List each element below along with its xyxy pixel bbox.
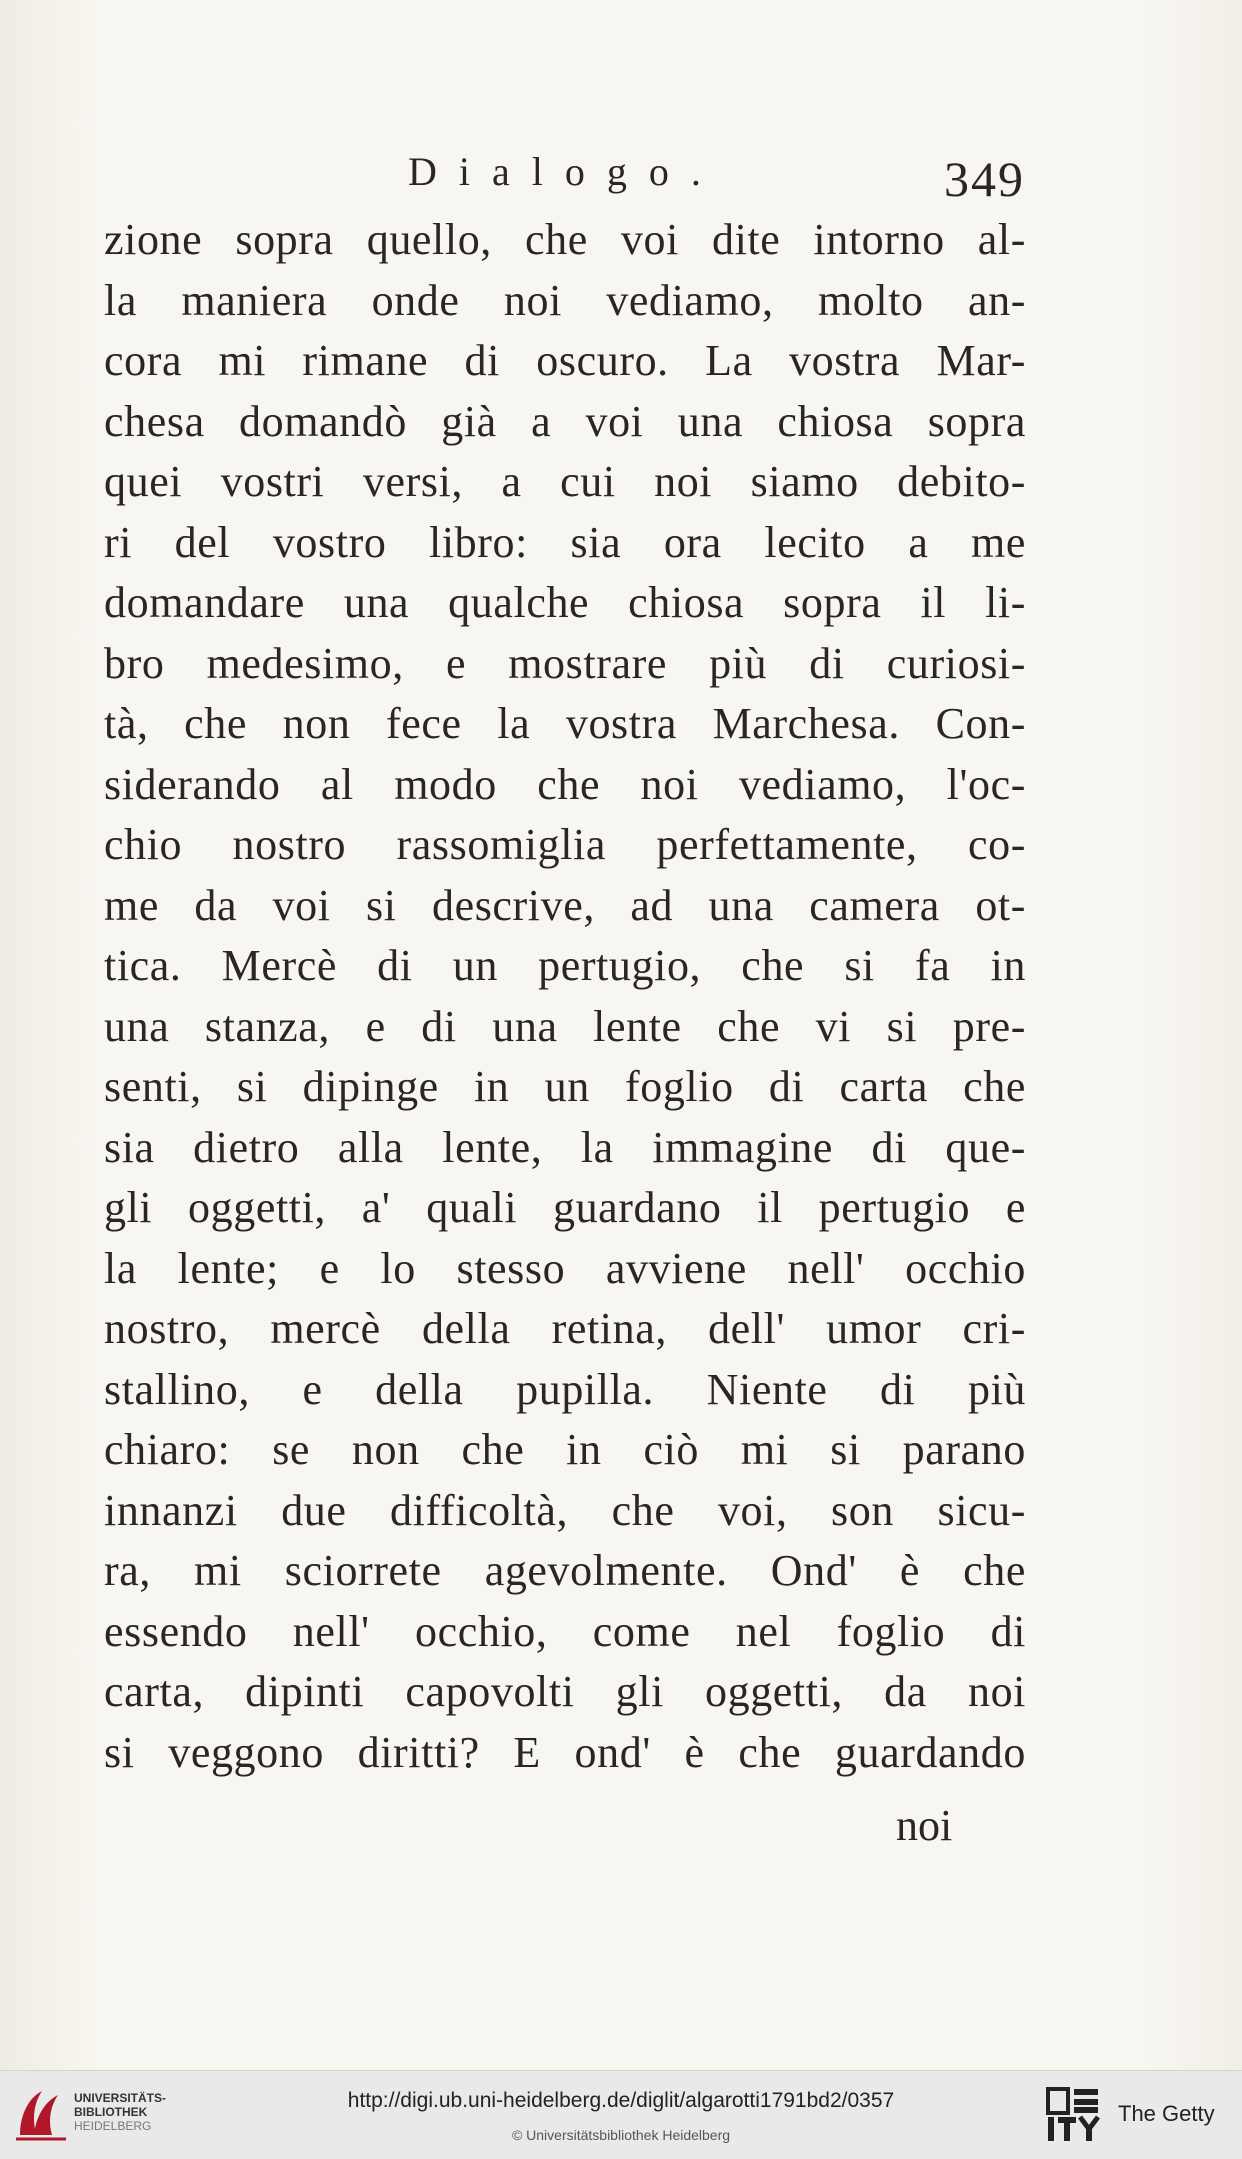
- text-line: zione sopra quello, che voi dite intorno al-: [104, 215, 1026, 264]
- text-line: tà, che non fece la vostra Marchesa. Con-: [104, 699, 1026, 748]
- library-name-line1: UNIVERSITÄTS-: [74, 2091, 167, 2105]
- text-line: la lente; e lo stesso avviene nell' occhio: [104, 1243, 1026, 1293]
- text-line: cora mi rimane di oscuro. La vostra Mar-: [104, 336, 1026, 385]
- text-line: me da voi si descrive, ad una camera ot-: [104, 880, 1026, 930]
- running-head: [0, 148, 1242, 208]
- text-line: tica. Mercè di un pertugio, che si fa in: [104, 941, 1026, 990]
- text-line: si veggono diritti? E ond' è che guardando: [104, 1727, 1026, 1777]
- text-line: chiaro: se non che in ciò mi si parano: [104, 1425, 1026, 1474]
- getty-logo-icon: [1046, 2087, 1100, 2143]
- text-line: carta, dipinti capovolti gli oggetti, da noi: [104, 1667, 1026, 1716]
- text-line: ra, mi sciorrete agevolmente. Ond' è che: [104, 1546, 1026, 1595]
- partner-name: The Getty: [1118, 2101, 1215, 2126]
- text-line: una stanza, e di una lente che vi si pre-: [104, 1001, 1026, 1051]
- text-line: siderando al modo che noi vediamo, l'oc-: [104, 759, 1026, 809]
- text-line: bro medesimo, e mostrare più di curiosi-: [104, 638, 1026, 688]
- catchword: noi: [896, 1801, 953, 1850]
- text-line: chesa domandò già a voi una chiosa sopra: [104, 396, 1026, 446]
- running-title: Dialogo.: [408, 149, 723, 194]
- copyright-notice: © Universitätsbibliothek Heidelberg: [511, 2127, 731, 2143]
- text-line: quei vostri versi, a cui noi siamo debito-: [104, 457, 1026, 506]
- text-line: chio nostro rassomiglia perfettamente, co-: [104, 820, 1026, 869]
- text-line: domandare una qualche chiosa sopra il li-: [104, 578, 1026, 627]
- text-line: nostro, mercè della retina, dell' umor cri-: [104, 1304, 1026, 1353]
- text-line: senti, si dipinge in un foglio di carta che: [104, 1062, 1026, 1111]
- viewer-footer: [0, 2070, 1242, 2159]
- text-line: la maniera onde noi vediamo, molto an-: [104, 275, 1026, 325]
- text-line: ri del vostro libro: sia ora lecito a me: [104, 517, 1026, 567]
- text-line: innanzi due difficoltà, che voi, son sicu-: [104, 1485, 1026, 1535]
- text-line: gli oggetti, a' quali guardano il pertugio e: [104, 1183, 1026, 1232]
- library-name-line3: HEIDELBERG: [74, 2119, 152, 2133]
- library-name-line2: BIBLIOTHEK: [74, 2105, 148, 2119]
- body-text: [104, 210, 1026, 1783]
- page-number: 349: [944, 151, 1025, 207]
- text-line: stallino, e della pupilla. Niente di più: [104, 1364, 1026, 1414]
- permalink-url[interactable]: http://digi.ub.uni-heidelberg.de/diglit/algarotti1791bd2/0357: [347, 2089, 895, 2112]
- text-line: essendo nell' occhio, come nel foglio di: [104, 1606, 1026, 1656]
- text-line: sia dietro alla lente, la immagine di que-: [104, 1122, 1026, 1172]
